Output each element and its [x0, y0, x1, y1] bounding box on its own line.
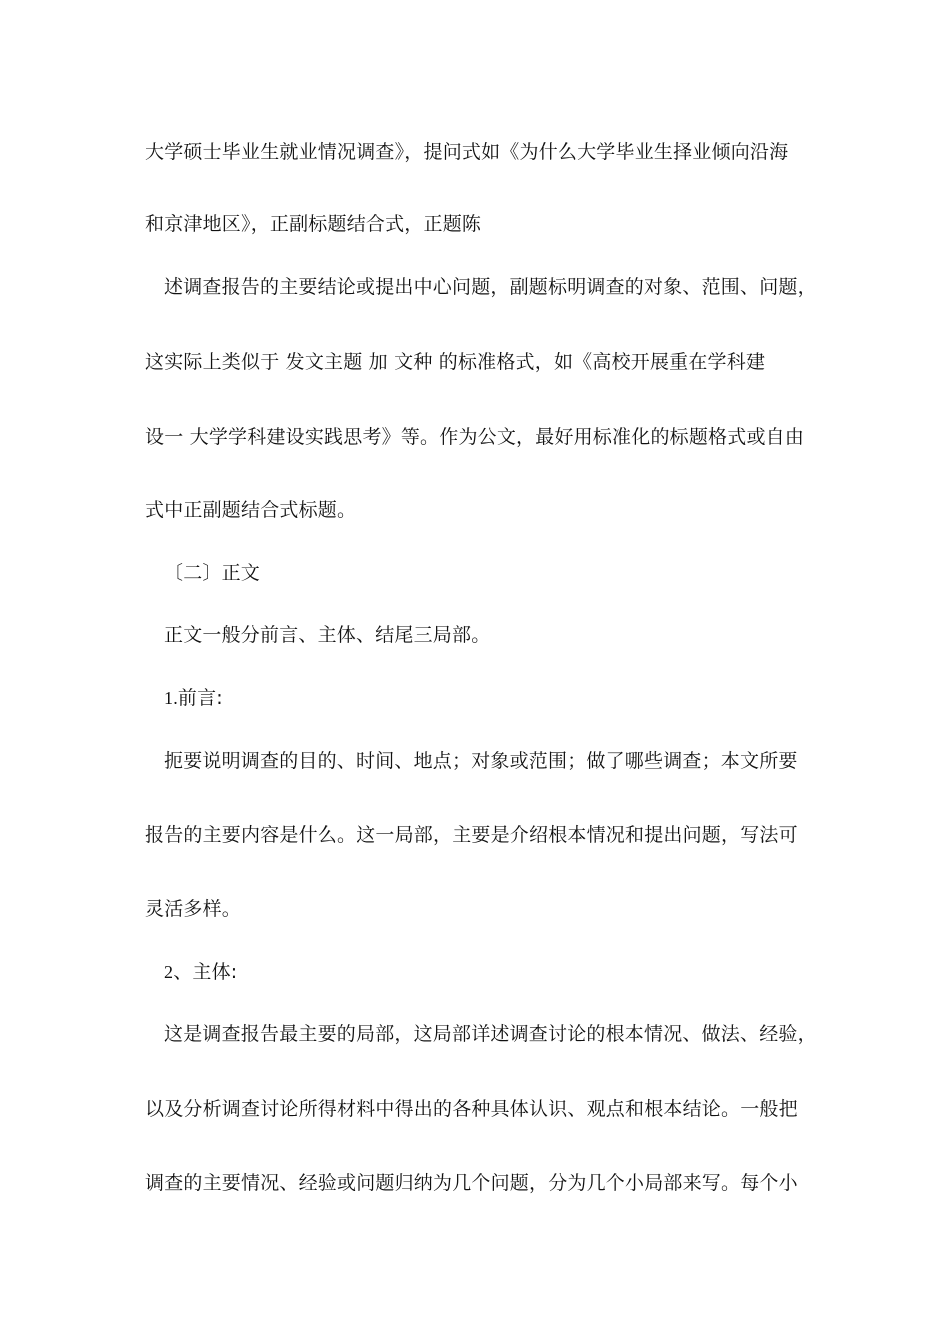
- paragraph-line: 这是调查报告最主要的局部，这局部详述调查讨论的根本情况、做法、经验，: [164, 1023, 817, 1045]
- list-number: 1.: [164, 688, 178, 708]
- subsection-title: 、主体:: [173, 961, 238, 983]
- list-number: 2: [164, 962, 174, 982]
- subsection-heading: [164, 959, 844, 985]
- paragraph-line: 大学硕士毕业生就业情况调查》，提问式如《为什么大学毕业生择业倾向沿海: [145, 141, 789, 163]
- paragraph-line: 设一 大学学科建设实践思考》等。作为公文，最好用标准化的标题格式或自由: [145, 426, 805, 448]
- paragraph-line: 调查的主要情况、经验或问题归纳为几个问题，分为几个小局部来写。每个小: [145, 1172, 798, 1194]
- paragraph-line: 正文一般分前言、主体、结尾三局部。: [164, 624, 491, 646]
- subsection-title: 前言:: [177, 687, 223, 709]
- paragraph-line: 以及分析调查讨论所得材料中得出的各种具体认识、观点和根本结论。一般把: [145, 1098, 798, 1120]
- paragraph-line: 和京津地区》，正副标题结合式，正题陈: [145, 213, 482, 235]
- paragraph-line: 扼要说明调查的目的、时间、地点；对象或范围；做了哪些调查；本文所要: [164, 750, 798, 772]
- paragraph-line: 灵活多样。: [145, 898, 242, 920]
- subsection-heading: [164, 685, 844, 711]
- paragraph-line: 述调查报告的主要结论或提出中心问题，副题标明调查的对象、范围、问题，: [164, 276, 817, 298]
- paragraph-line: 这实际上类似于 发文主题 加 文种 的标准格式，如《高校开展重在学科建: [145, 351, 766, 373]
- paragraph-line: 式中正副题结合式标题。: [145, 499, 357, 521]
- section-heading: 〔二〕正文: [164, 562, 261, 584]
- paragraph-line: 报告的主要内容是什么。这一局部，主要是介绍根本情况和提出问题，写法可: [145, 824, 798, 846]
